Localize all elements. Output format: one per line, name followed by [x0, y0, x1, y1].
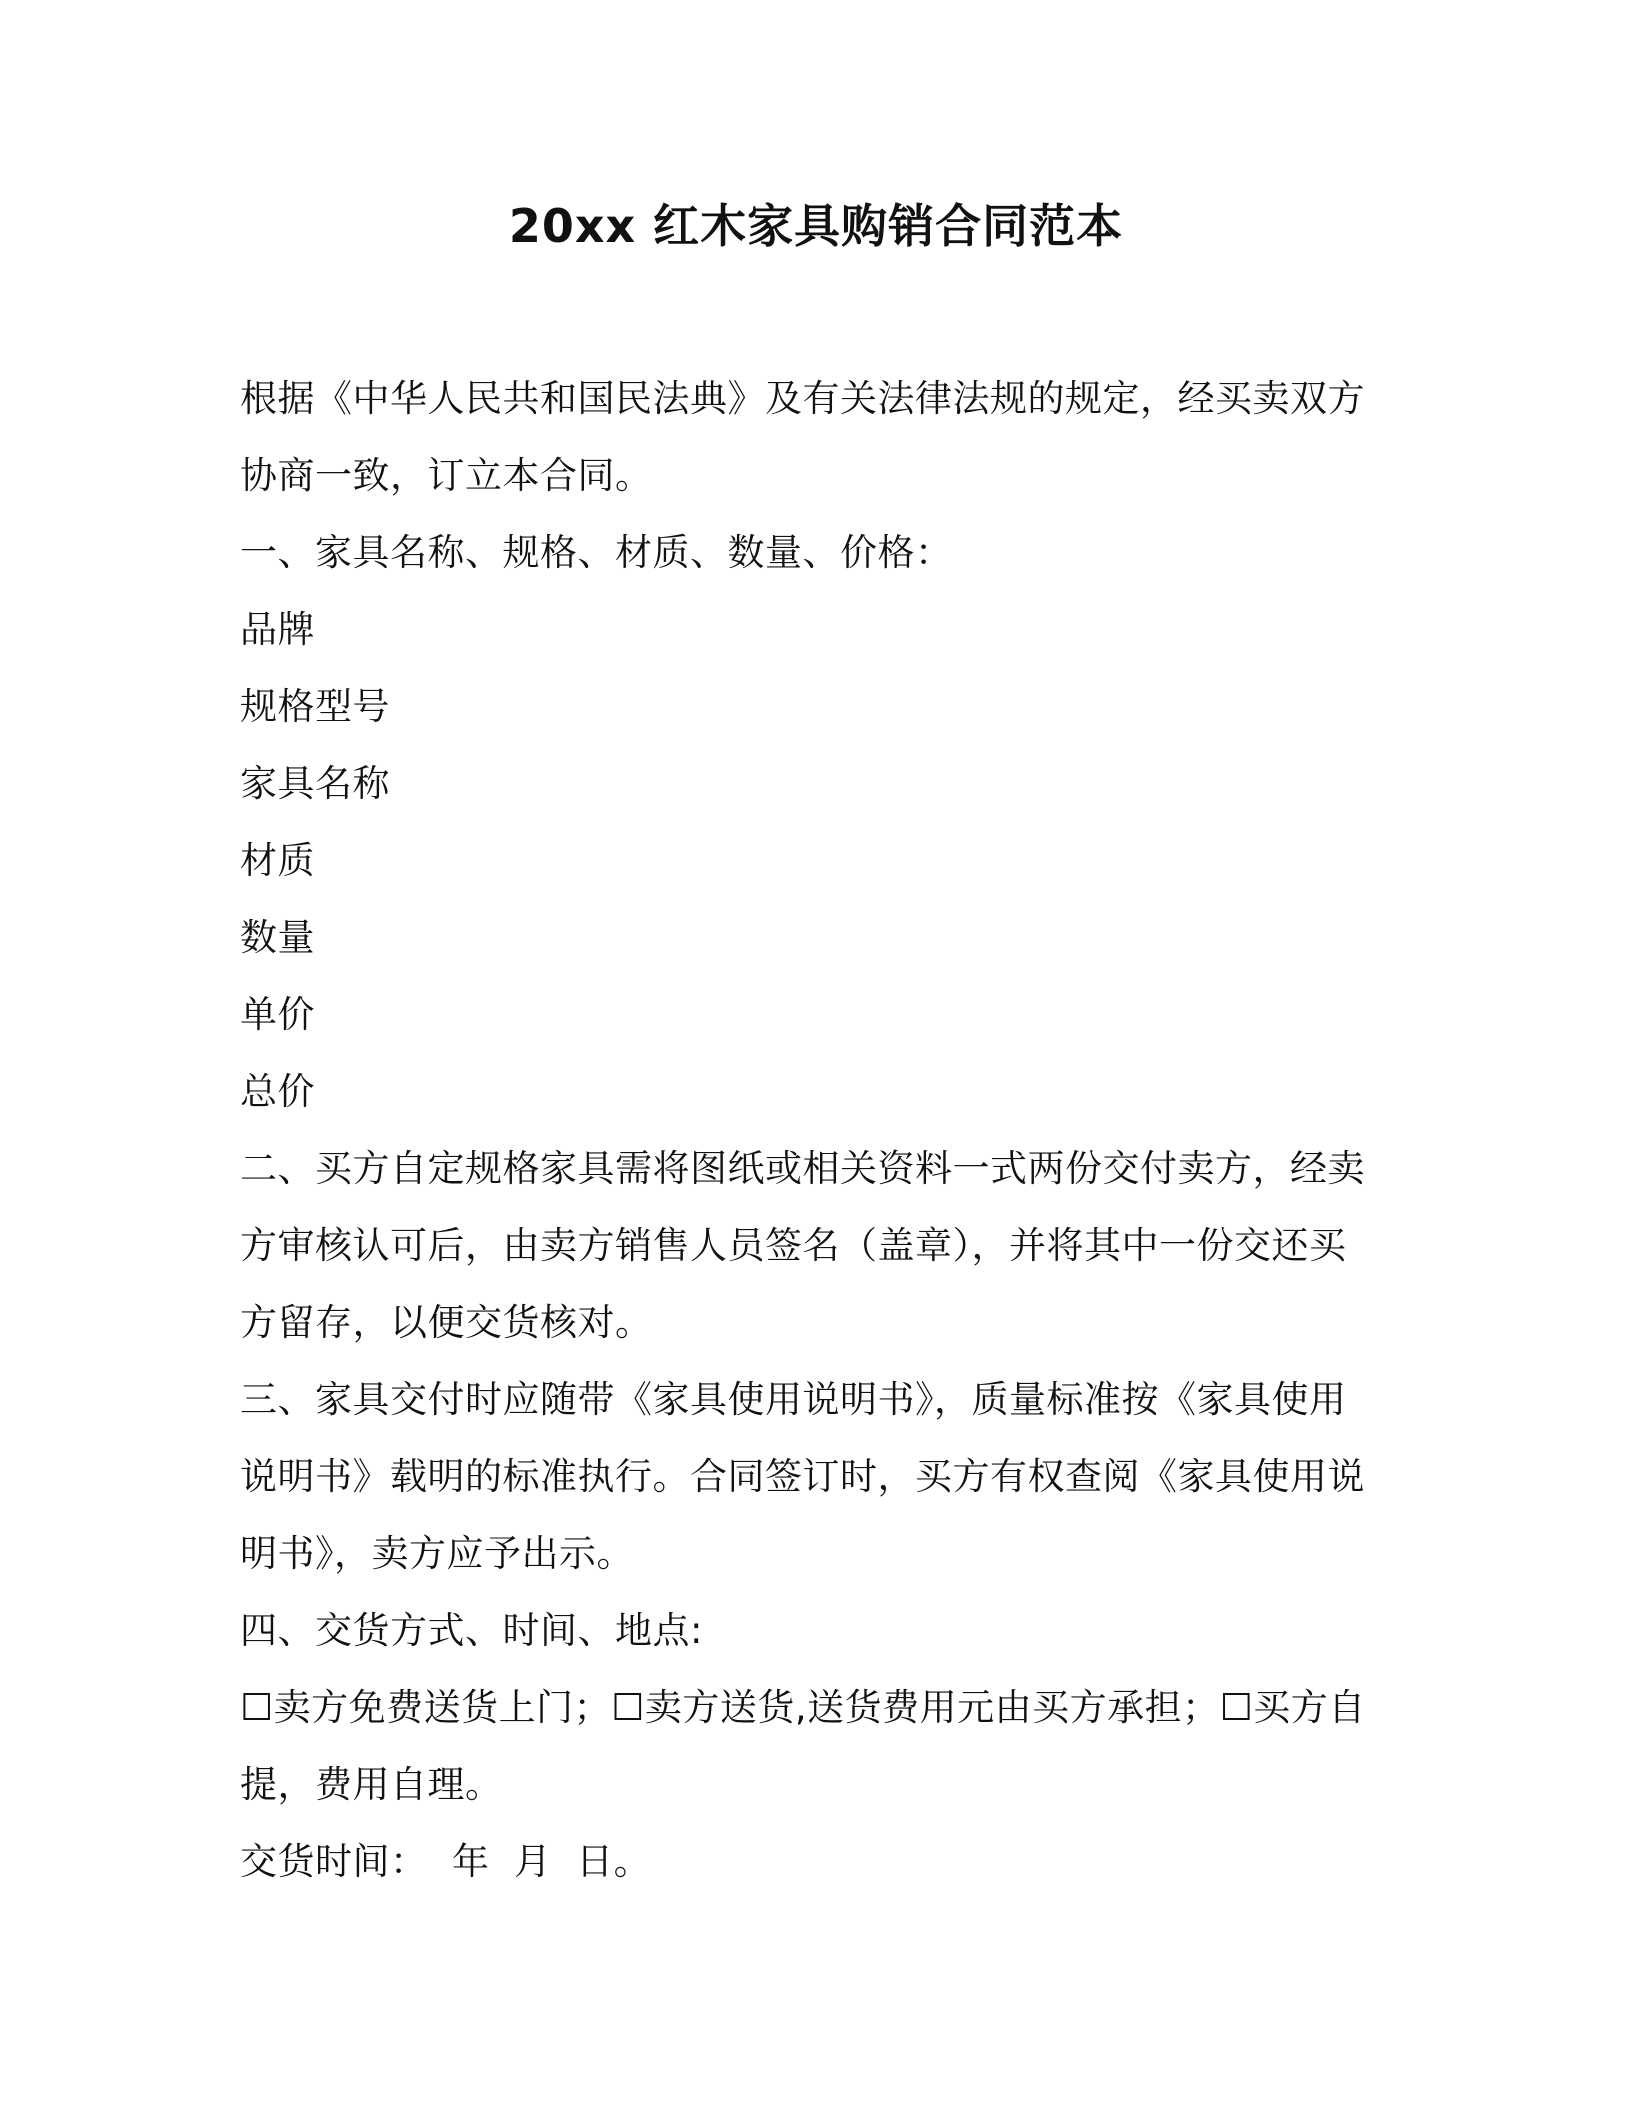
field-brand: 品牌 — [240, 608, 315, 651]
field-total-price: 总价 — [240, 1070, 315, 1113]
section-3-line-1: 三、家具交付时应随带《家具使用说明书》，质量标准按《家具使用 — [240, 1378, 1347, 1421]
section-4-heading: 四、交货方式、时间、地点: — [240, 1609, 703, 1652]
field-unit-price: 单价 — [240, 993, 315, 1036]
section-3-line-2: 说明书》载明的标准执行。合同签订时，买方有权查阅《家具使用说 — [240, 1455, 1365, 1498]
field-quantity: 数量 — [240, 916, 315, 959]
delivery-time-line: 交货时间： 年 月 日。 — [240, 1840, 652, 1883]
section-3-line-3: 明书》，卖方应予出示。 — [240, 1532, 634, 1575]
delivery-options-line-2: 提，费用自理。 — [240, 1763, 503, 1806]
field-furniture-name: 家具名称 — [240, 762, 390, 805]
section-2-line-3: 方留存，以便交货核对。 — [240, 1301, 653, 1344]
intro-line-2: 协商一致，订立本合同。 — [240, 454, 653, 497]
document-title: 20xx 红木家具购销合同范本 — [508, 199, 1124, 253]
section-1-heading: 一、家具名称、规格、材质、数量、价格： — [240, 531, 953, 574]
document-body — [240, 360, 1380, 1900]
section-2-line-1: 二、买方自定规格家具需将图纸或相关资料一式两份交付卖方，经卖 — [240, 1147, 1365, 1190]
delivery-options-line-1: ☐卖方免费送货上门；☐卖方送货,送货费用元由买方承担；☐买方自 — [240, 1686, 1366, 1729]
intro-line-1: 根据《中华人民共和国民法典》及有关法律法规的规定，经买卖双方 — [240, 377, 1365, 420]
section-2-line-2: 方审核认可后，由卖方销售人员签名（盖章），并将其中一份交还买 — [240, 1224, 1347, 1267]
field-material: 材质 — [240, 839, 315, 882]
field-model: 规格型号 — [240, 685, 390, 728]
